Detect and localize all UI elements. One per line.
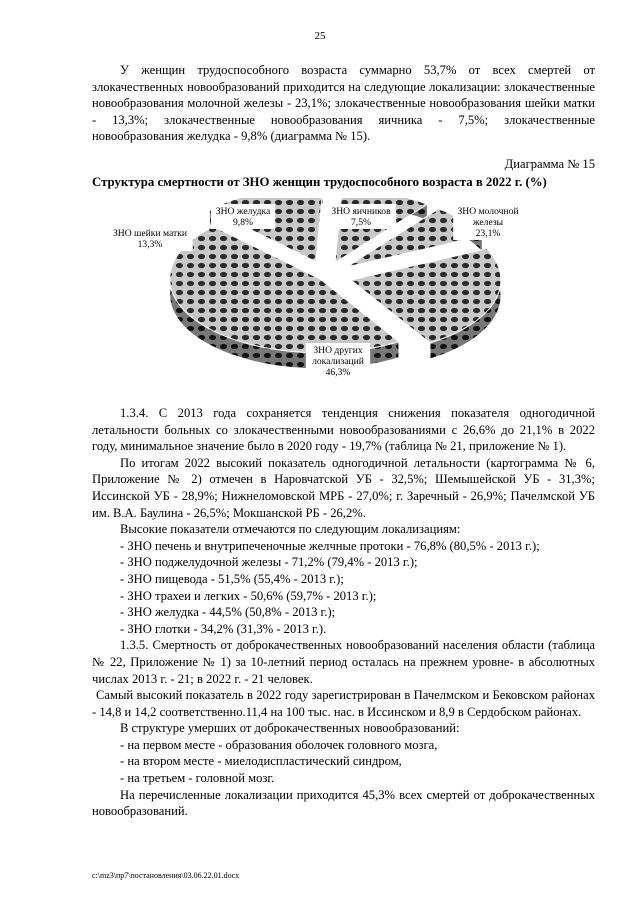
list-item: - ЗНО печень и внутрипеченочные желчные протоки - 76,8% (80,5% - 2013 г.); [120, 538, 540, 553]
data-label: ЗНО молочной железы 23,1% [457, 206, 519, 239]
data-label: ЗНО желудка 9,8% [215, 206, 271, 228]
section-1-3-4 [92, 405, 595, 820]
paragraph: В структуре умерших от доброкачественных новообразований: [120, 721, 460, 736]
paragraph: На перечисленные локализации приходится 45,3% всех смертей от доброкачественных новообразований. [92, 787, 595, 819]
data-label: ЗНО других локализаций 46,3% [312, 345, 364, 378]
paragraph: 1.3.4. С 2013 года сохраняется тенденция снижения показателя одногодичной летальности больных со злокачественными новообразованиями с 26,6% до 21,1% в 2022 году, минимальное значение было в 2020 году - 19,7% (таблица № 21, приложение № 1). [92, 406, 595, 454]
paragraph: Высокие показатели отмечаются по следующим локализациям: [120, 522, 461, 537]
page-number: 25 [314, 30, 326, 42]
intro-paragraph [92, 62, 595, 145]
list-item: - ЗНО желудка - 44,5% (50,8% - 2013 г.); [120, 605, 336, 620]
paragraph: 1.3.5. Смертность от доброкачественных новообразований населения области (таблица № 22, Приложение № 1) за 10-летний период осталась на прежнем уровне- в абсолютных числах 2013 г. - 21; в 2022 г. - 21 человек. [92, 638, 595, 686]
list-item: - ЗНО глотки - 34,2% (31,3% - 2013 г.). [120, 621, 327, 636]
list-item: - ЗНО трахеи и легких - 50,6% (59,7% - 2013 г.); [120, 588, 377, 603]
data-label: ЗНО яичников 7,5% [331, 206, 391, 228]
list-item: - ЗНО поджелудочной железы - 71,2% (79,4% - 2013 г.); [120, 555, 418, 570]
intro-text: У женщин трудоспособного возраста суммарно 53,7% от всех смертей от злокачественных новообразований приходится на следующие локализации: злокачественные новообразования молочной железы - 23,1%; злокачественные новообразования шейки матки - 13,3%; злокачественные новообразования яичника - 7,5%; злокачественные новообразования желудка - 9,8% (диаграмма № 15). [92, 63, 595, 144]
chart-title: Структура смертности от ЗНО женщин трудоспособного возраста в 2022 г. (%) [92, 175, 547, 189]
list-item: - на первом месте - образования оболочек головного мозга, [120, 737, 438, 752]
list-item: - ЗНО пищевода - 51,5% (55,4% - 2013 г.); [120, 571, 344, 586]
diagram-label: Диаграмма № 15 [504, 157, 595, 171]
data-label: ЗНО шейки матки 13,3% [112, 228, 188, 250]
list-item: - на третьем - головной мозг. [120, 771, 275, 786]
file-path-footer: c:\mz3\пр7\постановления\03.06.22.01.docx [92, 871, 240, 880]
paragraph: Самый высокий показатель в 2022 году зарегистрирован в Пачелмском и Бековском районах - 14,8 и 14,2 соответственно.11,4 на 100 тыс. нас. в Иссинском и 8,9 в Сердобском районах. [92, 688, 595, 719]
paragraph: По итогам 2022 высокий показатель одногодичной летальности (картограмма № 6, Приложение № 2) отмечен в Наровчатской УБ - 32,5%; Шемышейской УБ - 31,3%; Иссинской УБ - 28,9%; Нижнеломовской МРБ - 27,0%; г. Заречный - 26,9%; Пачелмской УБ им. В.А. Баулина - 26,5%; Мокшанской РБ - 26,2%. [92, 455, 595, 520]
list-item: - на втором месте - миелодиспластический синдром, [120, 754, 402, 769]
pie-chart [108, 198, 538, 388]
